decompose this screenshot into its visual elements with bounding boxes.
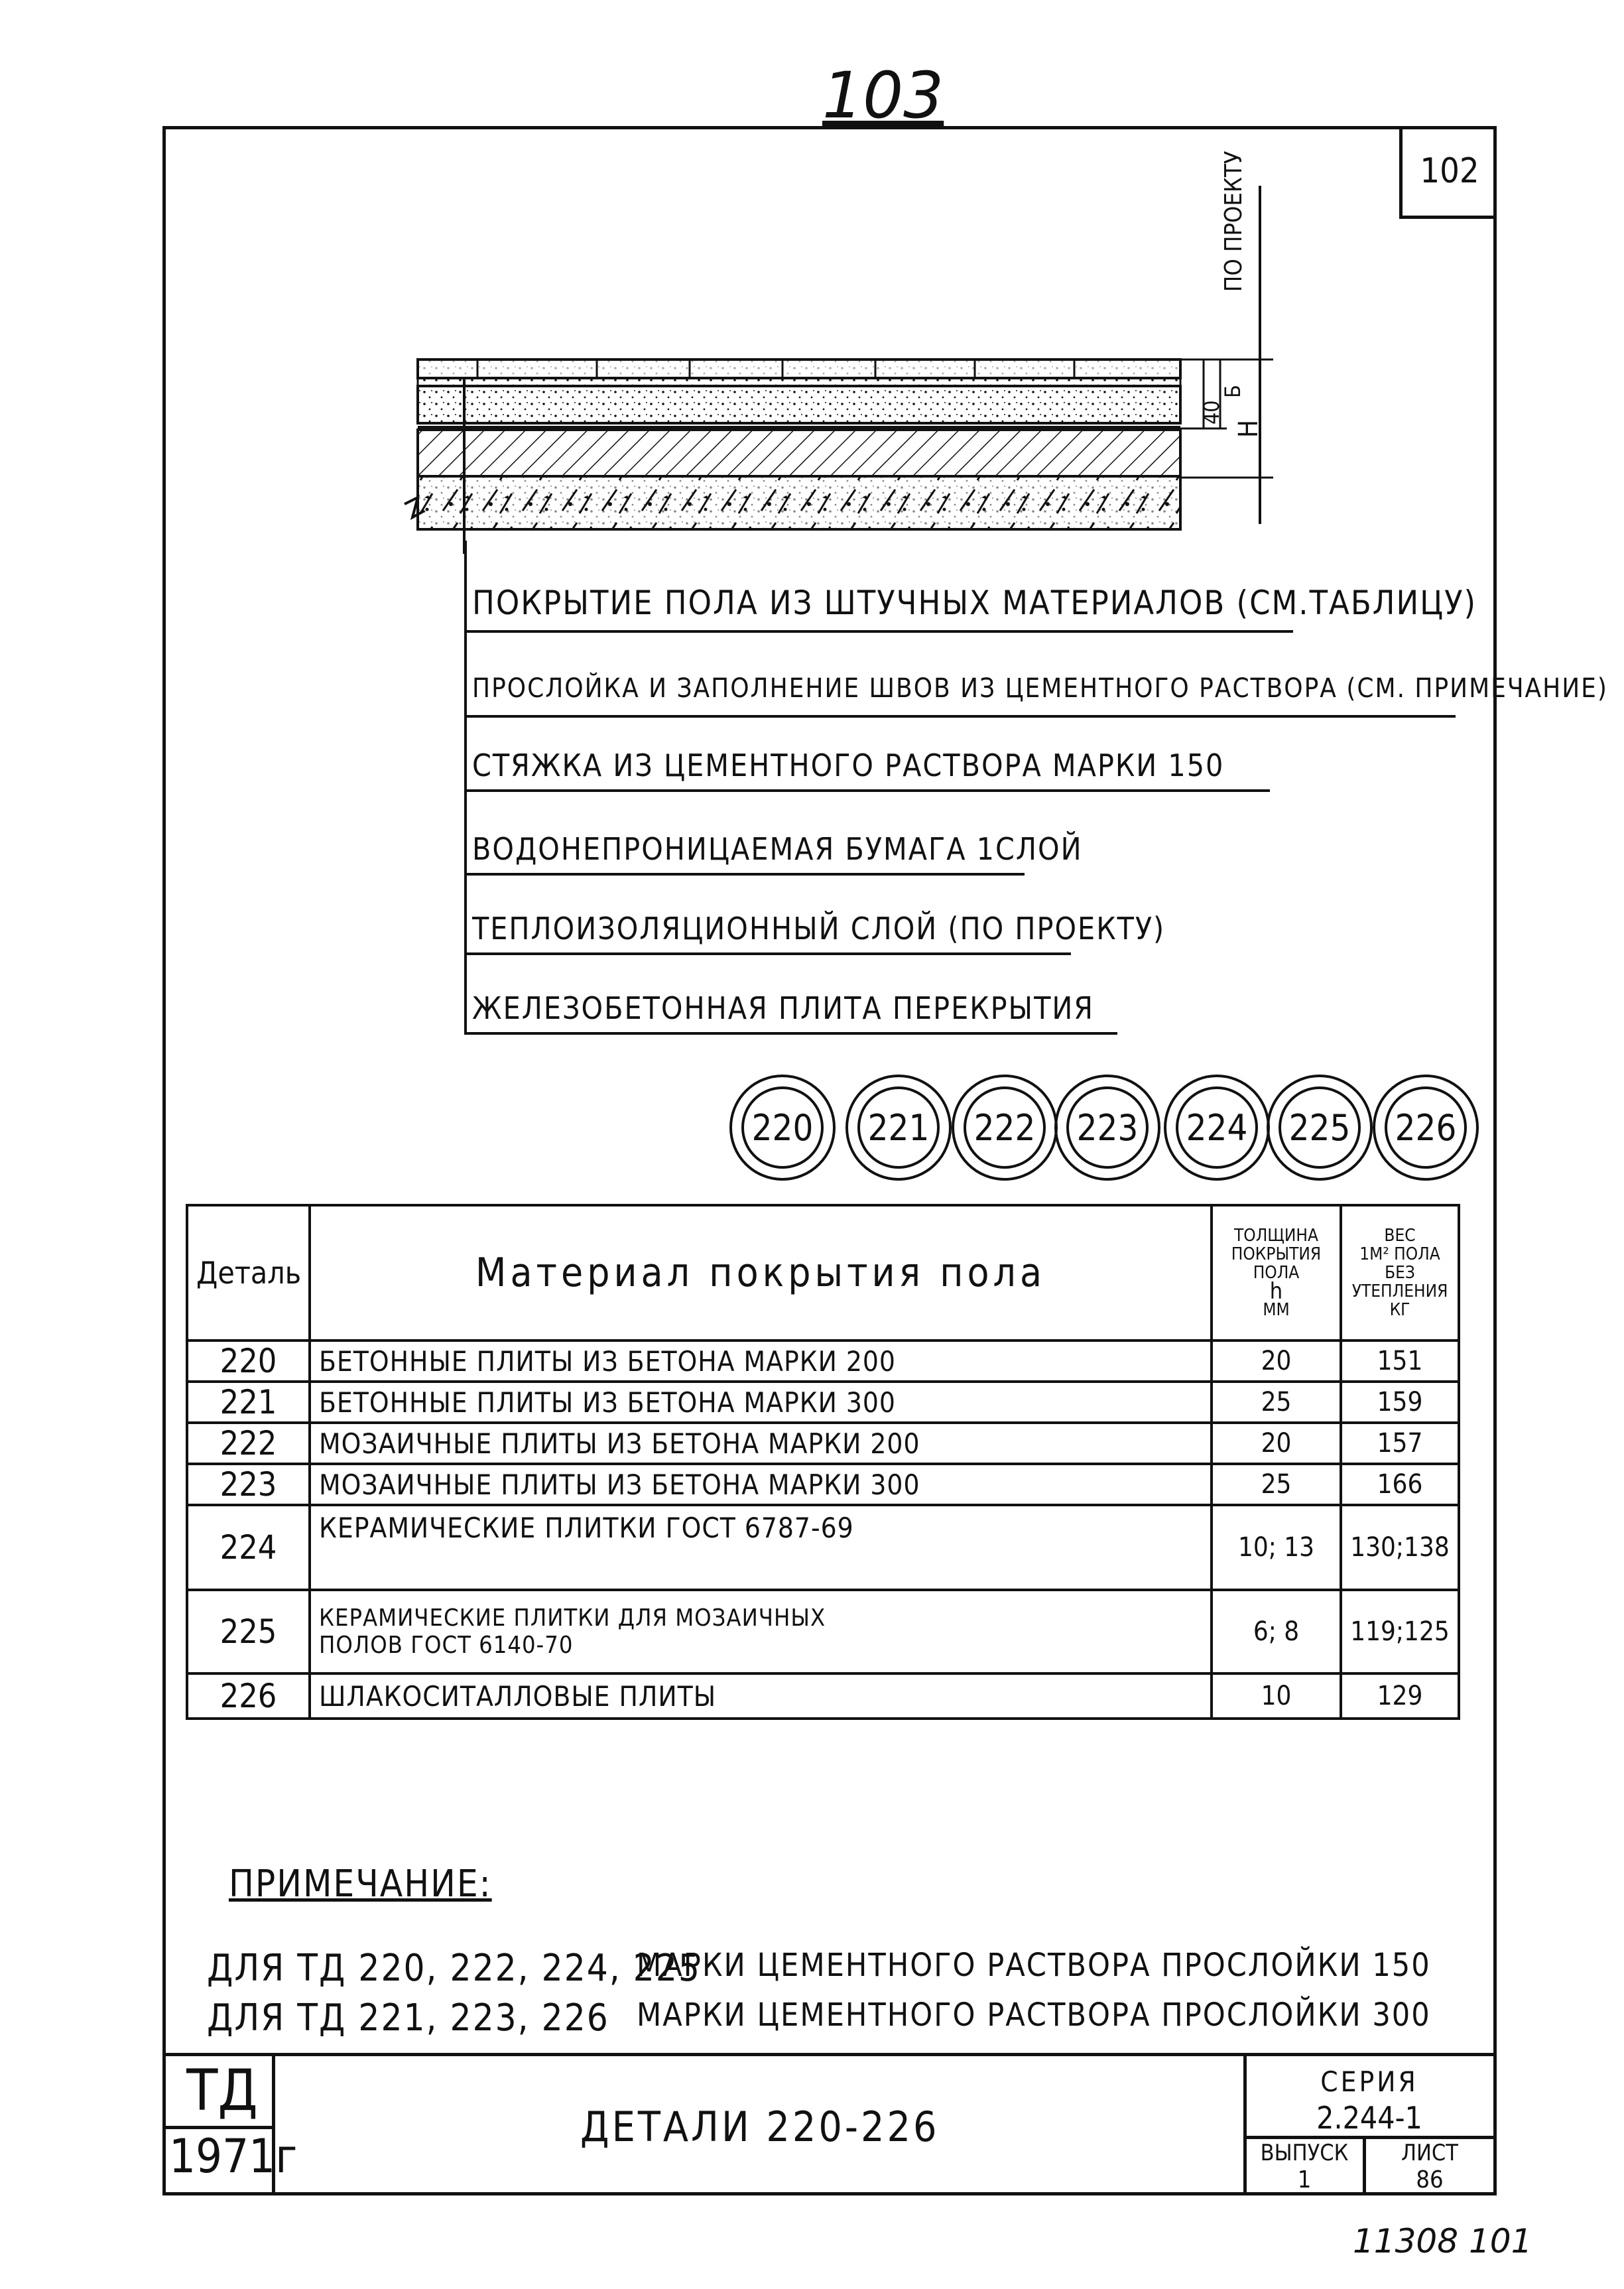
floor-section-drawing xyxy=(398,186,1326,557)
stamp-series-value: 2.244-1 xyxy=(1316,2100,1422,2136)
note-line1-left: ДЛЯ ТД 220, 222, 224, 225 xyxy=(207,1947,701,1990)
table-header-row xyxy=(187,1205,1459,1341)
stamp-year: 1971г xyxy=(169,2129,298,2184)
header-thickness: ТОЛЩИНА ПОКРЫТИЯ ПОЛА h ММ xyxy=(1212,1205,1341,1341)
stamp-series-label: СЕРИЯ xyxy=(1320,2065,1418,2098)
stamp-sheet-value: 86 xyxy=(1416,2166,1444,2193)
stamp-sheet-label: ЛИСТ xyxy=(1401,2140,1458,2166)
dim-h: Н xyxy=(1233,419,1264,438)
table-row: 220 БЕТОННЫЕ ПЛИТЫ ИЗ БЕТОНА МАРКИ 200 20 151 xyxy=(187,1341,1459,1382)
table-row: 221 БЕТОННЫЕ ПЛИТЫ ИЗ БЕТОНА МАРКИ 300 25 159 xyxy=(187,1382,1459,1423)
title-block xyxy=(162,2053,1497,2195)
stamp-td: ТД xyxy=(186,2058,258,2124)
layer-label-2: ПРОСЛОЙКА И ЗАПОЛНЕНИЕ ШВОВ ИЗ ЦЕМЕНТНОГО РАСТВОРА (СМ. ПРИМЕЧАНИЕ) xyxy=(472,673,1608,704)
layer-label-6: ЖЕЛЕЗОБЕТОННАЯ ПЛИТА ПЕРЕКРЫТИЯ xyxy=(472,990,1095,1026)
note-title: ПРИМЕЧАНИЕ: xyxy=(229,1863,492,1906)
dim-by-project: ПО ПРОЕКТУ xyxy=(1220,151,1247,292)
header-weight: ВЕС 1М² ПОЛА БЕЗ УТЕПЛЕНИЯ КГ xyxy=(1341,1205,1459,1341)
stamp-issue-label: ВЫПУСК xyxy=(1260,2140,1349,2166)
dim-b: Б xyxy=(1220,385,1245,398)
table-row: 222 МОЗАИЧНЫЕ ПЛИТЫ ИЗ БЕТОНА МАРКИ 200 20 157 xyxy=(187,1423,1459,1464)
table-row: 223 МОЗАИЧНЫЕ ПЛИТЫ ИЗ БЕТОНА МАРКИ 300 25 166 xyxy=(187,1464,1459,1505)
table-row: 226 ШЛАКОСИТАЛЛОВЫЕ ПЛИТЫ 10 129 xyxy=(187,1673,1459,1719)
detail-mark-220: 220 xyxy=(741,1086,824,1169)
table-row: 224 КЕРАМИЧЕСКИЕ ПЛИТКИ ГОСТ 6787-69 10; 13 130;138 xyxy=(187,1505,1459,1590)
stamp-issue-value: 1 xyxy=(1297,2166,1312,2193)
header-material: Материал покрытия пола xyxy=(310,1205,1212,1341)
detail-mark-226: 226 xyxy=(1385,1086,1467,1169)
table-row: 225 КЕРАМИЧЕСКИЕ ПЛИТКИ ДЛЯ МОЗАИЧНЫХ ПОЛОВ ГОСТ 6140-70 6; 8 119;125 xyxy=(187,1590,1459,1673)
layer-label-5: ТЕПЛОИЗОЛЯЦИОННЫЙ СЛОЙ (ПО ПРОЕКТУ) xyxy=(472,911,1166,947)
layer-label-1: ПОКРЫТИЕ ПОЛА ИЗ ШТУЧНЫХ МАТЕРИАЛОВ (СМ.ТАБЛИЦУ) xyxy=(472,584,1477,622)
note-line1-right: МАРКИ ЦЕМЕНТНОГО РАСТВОРА ПРОСЛОЙКИ 150 xyxy=(637,1947,1431,1984)
stamp-title: ДЕТАЛИ 220-226 xyxy=(580,2103,940,2151)
layer-label-3: СТЯЖКА ИЗ ЦЕМЕНТНОГО РАСТВОРА МАРКИ 150 xyxy=(472,748,1225,783)
dim-40: 40 xyxy=(1199,400,1224,425)
detail-mark-225: 225 xyxy=(1279,1086,1361,1169)
layer-label-4: ВОДОНЕПРОНИЦАЕМАЯ БУМАГА 1СЛОЙ xyxy=(472,831,1083,867)
detail-mark-221: 221 xyxy=(857,1086,940,1169)
materials-table xyxy=(186,1204,1460,1720)
note-line2-right: МАРКИ ЦЕМЕНТНОГО РАСТВОРА ПРОСЛОЙКИ 300 xyxy=(637,1996,1431,2034)
note-line2-left: ДЛЯ ТД 221, 223, 226 xyxy=(207,1996,609,2040)
header-detail: Деталь xyxy=(187,1205,310,1341)
detail-mark-222: 222 xyxy=(964,1086,1046,1169)
detail-mark-224: 224 xyxy=(1176,1086,1258,1169)
detail-mark-223: 223 xyxy=(1066,1086,1149,1169)
sheet-number: 102 xyxy=(1399,126,1497,219)
page-number: 103 xyxy=(822,58,944,133)
footer-handwritten-number: 11308 101 xyxy=(1353,2222,1532,2260)
